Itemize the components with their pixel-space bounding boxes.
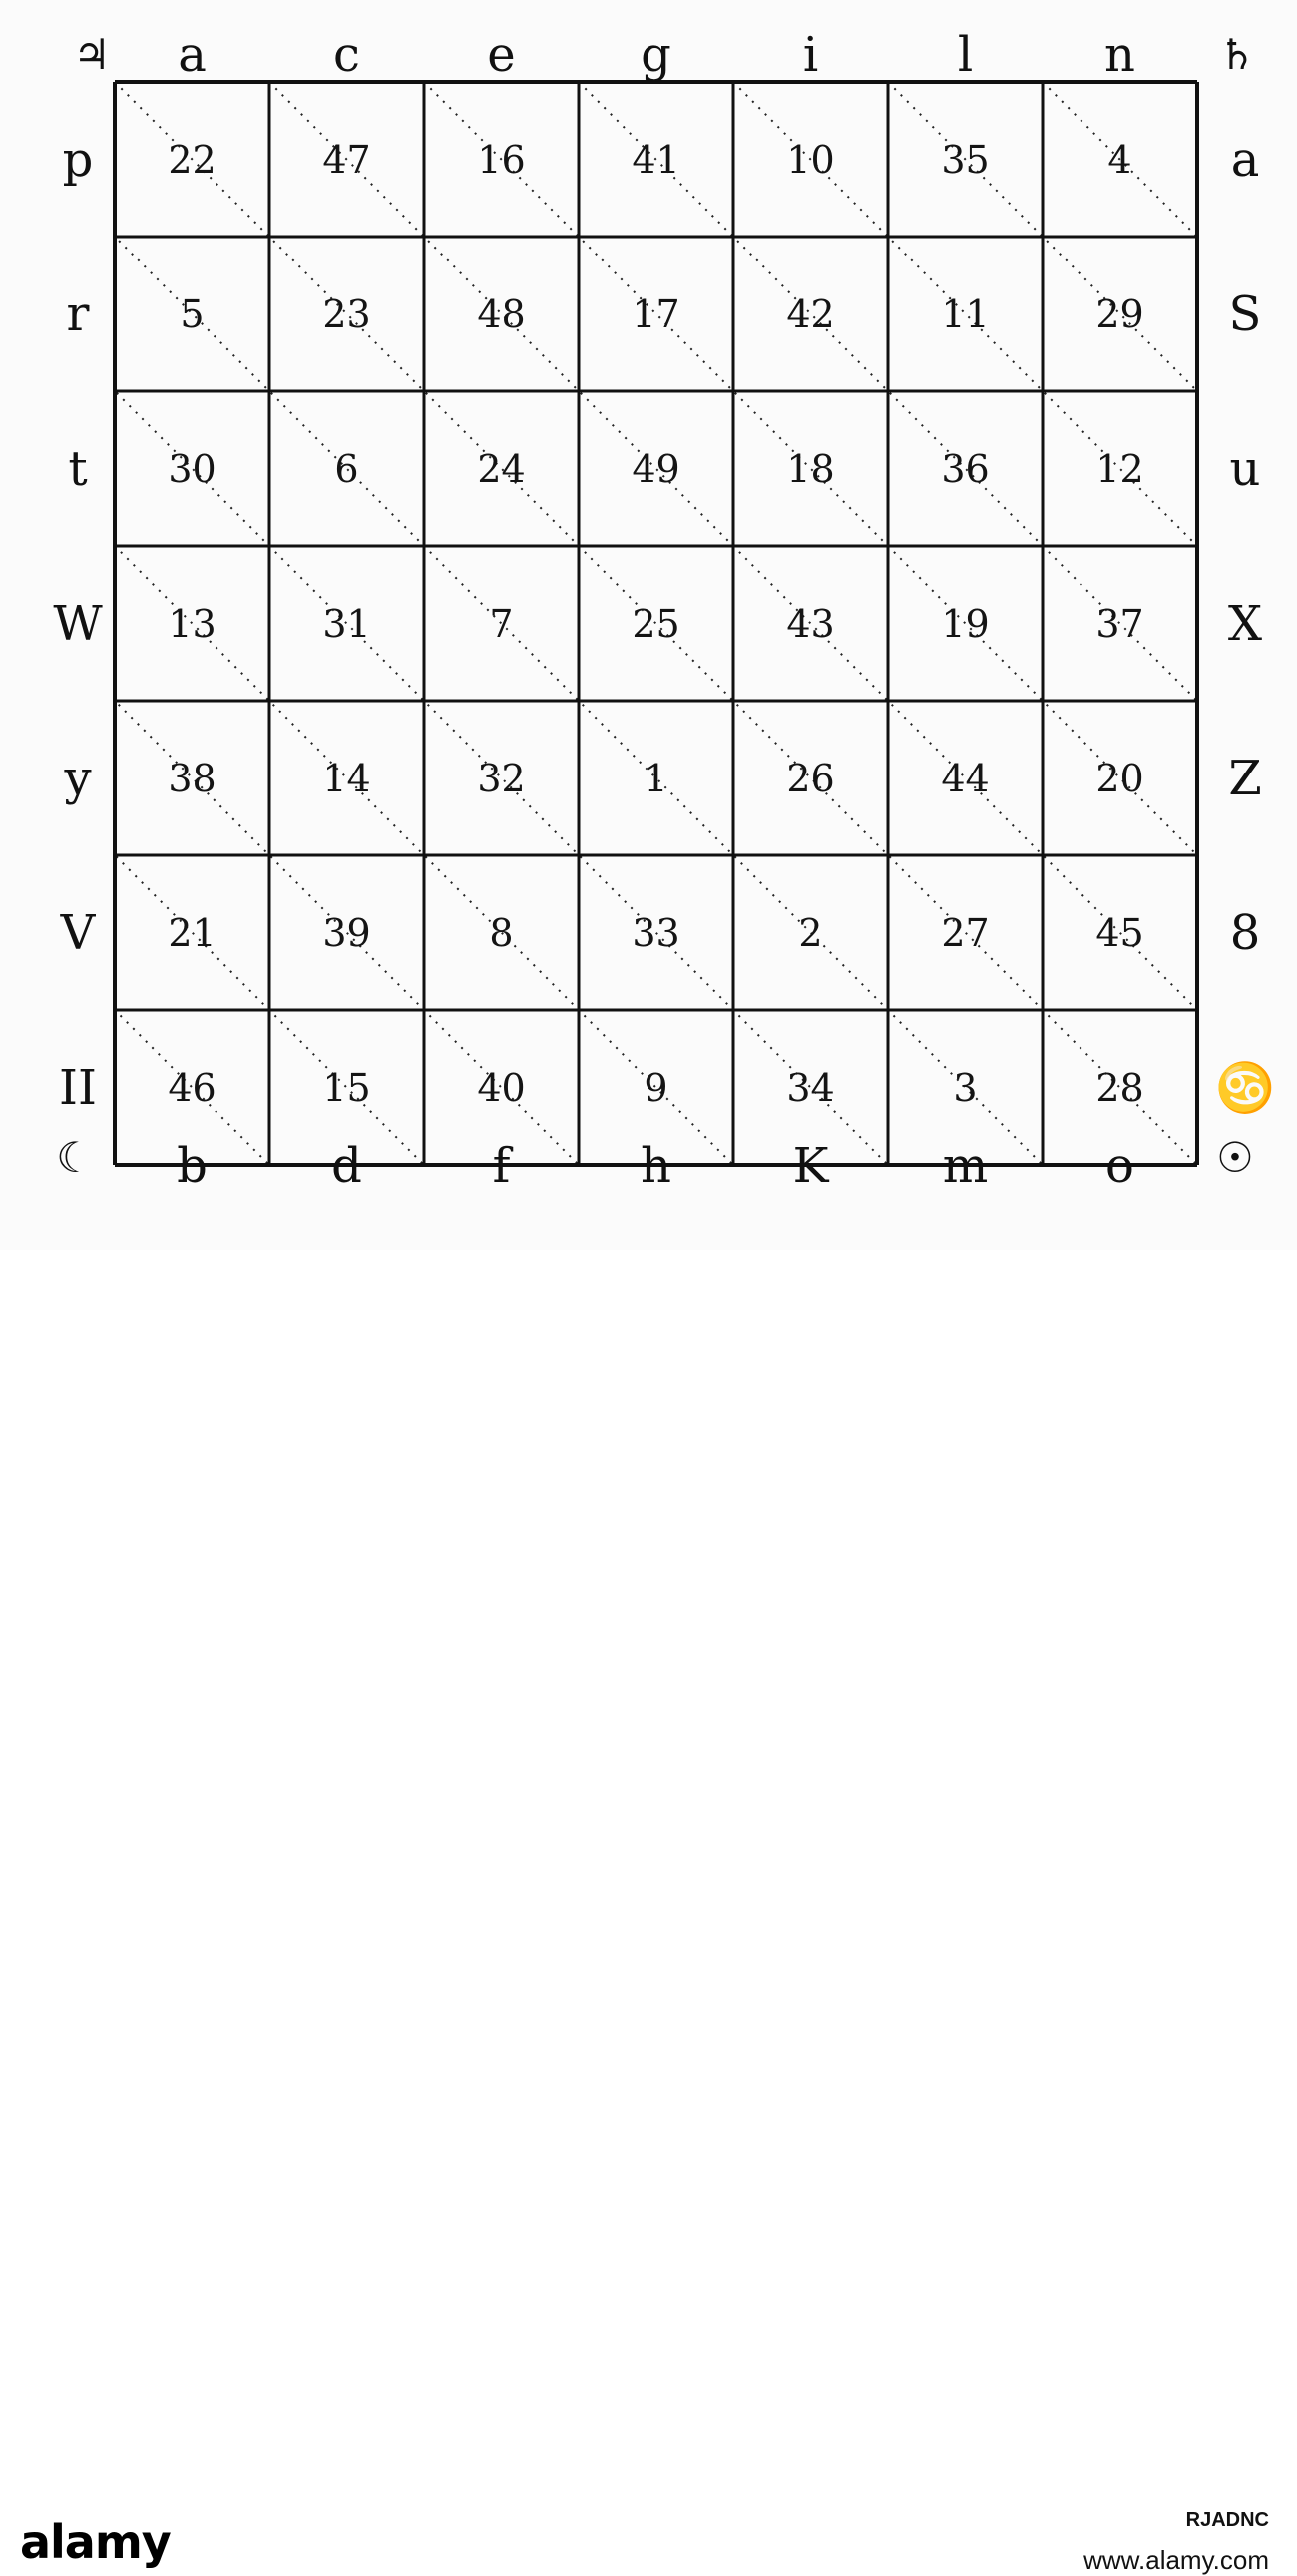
bottom-letter: b (177, 1138, 208, 1194)
right-letter: X (1227, 595, 1263, 652)
cell-number: 20 (1095, 756, 1144, 800)
cell-number: 37 (1095, 601, 1144, 646)
top-letter: e (487, 27, 516, 83)
cell-number: 6 (334, 446, 359, 491)
cell-number: 14 (322, 756, 371, 800)
cell-number: 34 (786, 1065, 835, 1110)
left-letter: p (62, 131, 94, 188)
cell-number: 23 (322, 291, 371, 336)
right-letter: Z (1228, 750, 1262, 806)
bottom-letter: m (942, 1138, 989, 1194)
cell-number: 41 (632, 137, 680, 182)
cell-number: 27 (941, 910, 990, 955)
cell-number: 30 (168, 446, 216, 491)
cell-number: 40 (477, 1065, 526, 1110)
cell-number: 36 (941, 446, 990, 491)
cell-number: 46 (168, 1065, 216, 1110)
cell-number: 17 (632, 291, 680, 336)
top-letter: n (1104, 27, 1135, 83)
cell-number: 7 (489, 601, 514, 646)
bottom-letter: h (641, 1138, 671, 1194)
cell-number: 4 (1107, 137, 1132, 182)
left-letter: W (53, 595, 103, 652)
cell-number: 5 (180, 291, 205, 336)
cell-number: 10 (786, 137, 835, 182)
cell-number: 28 (1095, 1065, 1144, 1110)
cell-number: 25 (632, 601, 680, 646)
site-url: www.alamy.com (1083, 2545, 1269, 2575)
left-letter: y (64, 750, 92, 806)
cell-number: 32 (477, 756, 526, 800)
moon-symbol-icon: ☾ (56, 1133, 94, 1182)
cell-number: 35 (941, 137, 990, 182)
right-letter: ♋ (1215, 1059, 1275, 1116)
right-letter: 8 (1229, 904, 1261, 961)
cell-number: 18 (786, 446, 835, 491)
cell-number: 47 (322, 137, 371, 182)
right-letter: S (1228, 285, 1262, 342)
cell-number: 3 (953, 1065, 978, 1110)
saturn-symbol-icon: ♄ (1218, 30, 1256, 79)
cell-number: 24 (477, 446, 526, 491)
cell-number: 2 (798, 910, 823, 955)
bottom-letter: f (492, 1138, 511, 1194)
cell-number: 26 (786, 756, 835, 800)
cell-number: 39 (322, 910, 371, 955)
cell-number: 43 (786, 601, 835, 646)
cell-number: 29 (1095, 291, 1144, 336)
cell-number: 12 (1095, 446, 1144, 491)
cell-number: 8 (489, 910, 514, 955)
alamy-logo: alamy (20, 2515, 171, 2569)
left-letter: II (59, 1059, 97, 1116)
cell-number: 22 (168, 137, 216, 182)
cell-number: 13 (168, 601, 216, 646)
diagonal-line (579, 82, 1297, 1435)
cell-number: 15 (322, 1065, 371, 1110)
cell-number: 11 (941, 291, 990, 336)
cell-number: 42 (786, 291, 835, 336)
cell-number: 45 (1095, 910, 1144, 955)
top-letter: i (802, 27, 819, 83)
right-letter: a (1230, 131, 1260, 188)
image-id-label: RJADNC (1185, 2509, 1269, 2531)
cell-number: 31 (322, 601, 371, 646)
cell-number: 9 (644, 1065, 668, 1110)
watermark-footer (0, 1250, 1297, 2575)
cell-number: 21 (168, 910, 216, 955)
cell-number: 38 (168, 756, 216, 800)
top-letter: g (641, 27, 671, 83)
magic-square-engraving (0, 0, 1297, 1250)
cell-number: 44 (941, 756, 990, 800)
right-letter: u (1229, 440, 1261, 497)
bottom-letter: o (1105, 1138, 1134, 1194)
cell-number: 49 (632, 446, 680, 491)
left-letter: t (68, 440, 88, 497)
left-letter: V (60, 904, 96, 961)
cell-number: 1 (644, 756, 668, 800)
sun-symbol-icon: ☉ (1216, 1133, 1254, 1182)
jupiter-symbol-icon: ♃ (73, 30, 111, 79)
top-letter: c (333, 27, 360, 83)
cell-number: 19 (941, 601, 990, 646)
left-letter: r (66, 285, 90, 342)
cell-number: 48 (477, 291, 526, 336)
diagonal-line (424, 82, 1297, 1435)
cell-number: 16 (477, 137, 526, 182)
bottom-letter: d (331, 1138, 362, 1194)
top-letter: a (178, 27, 207, 83)
cell-number: 33 (632, 910, 680, 955)
bottom-letter: K (792, 1138, 829, 1194)
top-letter: l (957, 27, 974, 83)
